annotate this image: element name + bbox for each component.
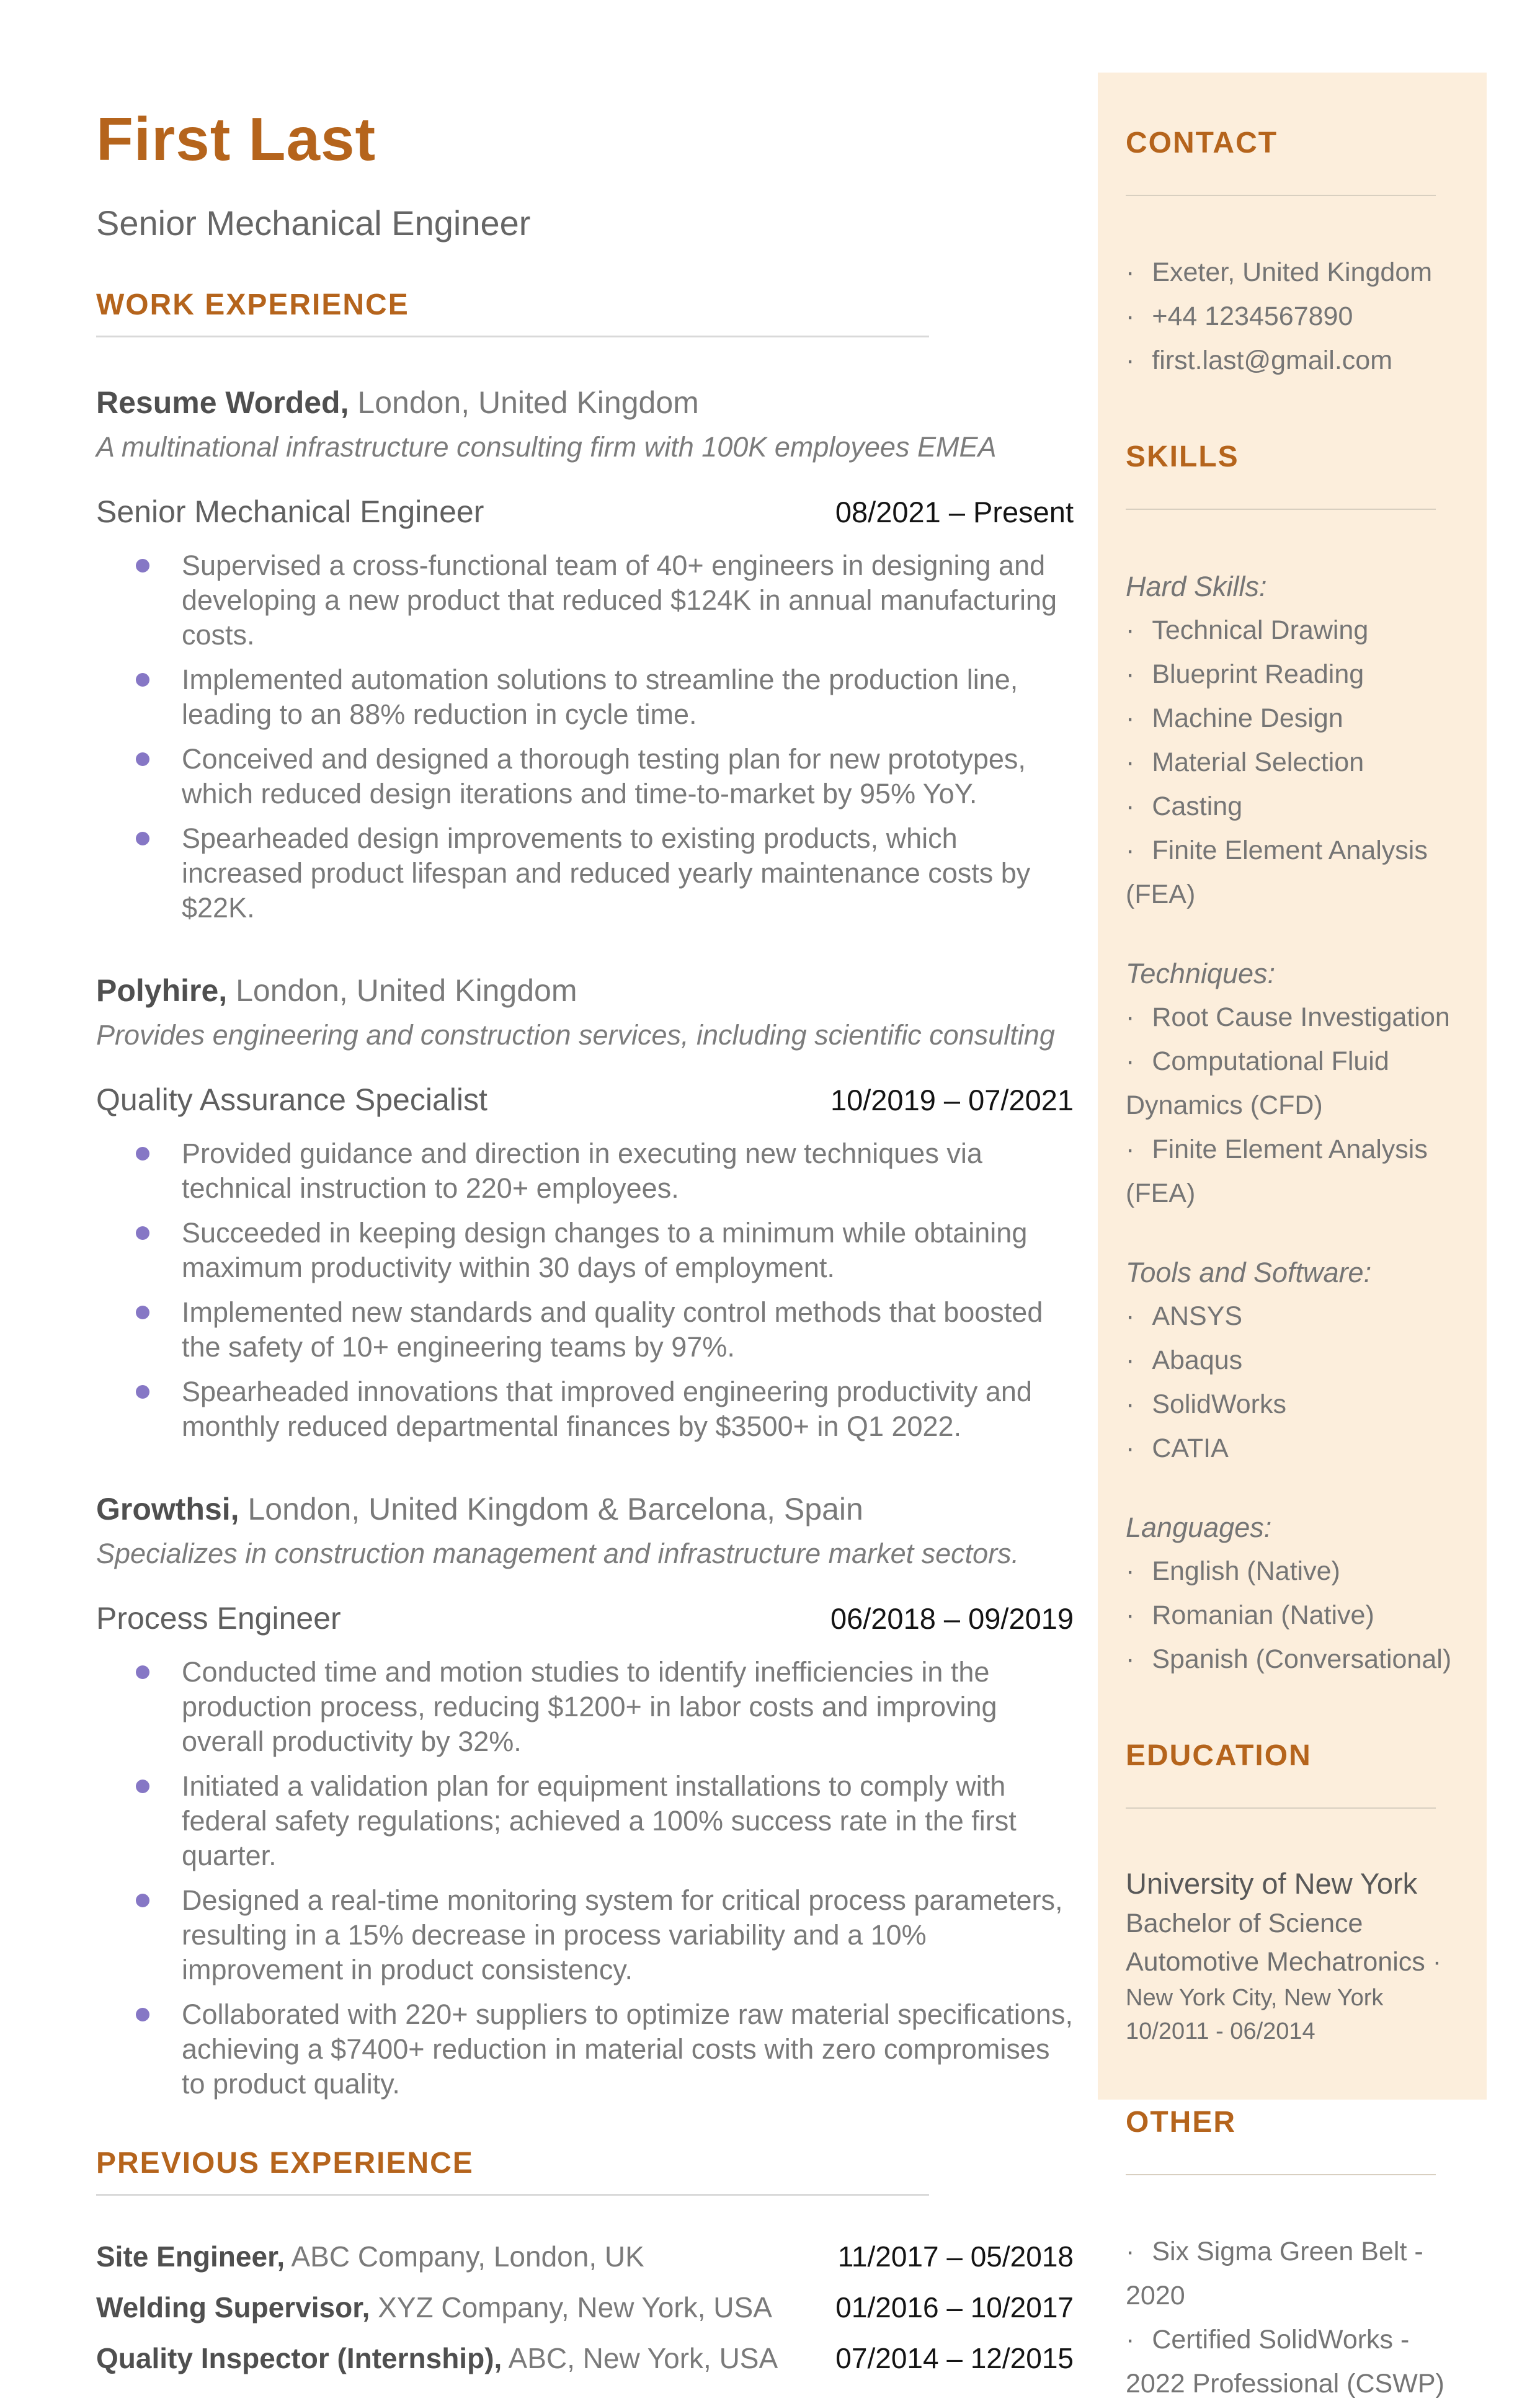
job-dates: 08/2021 – Present	[835, 495, 1074, 528]
skill-text: Finite Element Analysis (FEA)	[1126, 835, 1428, 909]
contact-text: +44 1234567890	[1152, 301, 1353, 331]
bullet-text: Conceived and designed a thorough testing plan for new prototypes, which reduced design iterations and time-to-market by 95% YoY.	[182, 742, 1026, 809]
previous-role-row	[96, 2338, 1074, 2378]
dot-icon: ·	[1126, 1134, 1135, 1164]
skill-item	[1126, 1549, 1473, 1593]
skill-text: Blueprint Reading	[1152, 659, 1364, 689]
candidate-title: Senior Mechanical Engineer	[96, 203, 531, 243]
company-description: A multinational infrastructure consulting firm with 100K employees EMEA	[96, 430, 997, 463]
bullet-text: Succeeded in keeping design changes to a minimum while obtaining maximum productivity within 30 days of employment.	[182, 1216, 1028, 1283]
education-school: University of New York	[1126, 1867, 1418, 1900]
skill-text: Machine Design	[1152, 703, 1343, 733]
contact-text: Exeter, United Kingdom	[1152, 257, 1433, 287]
bullet-dot-icon	[136, 1665, 149, 1679]
dot-icon: ·	[1126, 615, 1135, 645]
dot-icon: ·	[1126, 1600, 1135, 1630]
job-bullet-list	[96, 548, 1074, 925]
previous-role-row	[96, 2237, 1074, 2276]
skill-text: English (Native)	[1152, 1556, 1340, 1586]
job-entry	[96, 971, 1074, 1444]
contact-text: first.last@gmail.com	[1152, 345, 1393, 375]
previous-role-dates: 07/2014 – 12/2015	[835, 2341, 1074, 2374]
bullet-text: Supervised a cross-functional team of 40+ engineers in designing and developing a new product that reduced $124K in annual manufacturing costs.	[182, 549, 1057, 651]
skills-group-label: Tools and Software:	[1126, 1257, 1372, 1288]
bullet-dot-icon	[136, 673, 149, 687]
company-description: Specializes in construction management and infrastructure market sectors.	[96, 1537, 1020, 1569]
dot-icon: ·	[1126, 703, 1135, 733]
skills-divider	[1126, 509, 1436, 510]
skill-item	[1126, 1383, 1473, 1427]
bullet-text: Implemented automation solutions to streamline the production line, leading to an 88% reduction in cycle time.	[182, 663, 1018, 730]
skill-item	[1126, 785, 1473, 829]
contact-heading: CONTACT	[1126, 127, 1278, 159]
skill-item	[1126, 608, 1473, 653]
other-text: Certified SolidWorks - 2022 Professional (CSWP)	[1126, 2325, 1444, 2399]
job-dates: 06/2018 – 09/2019	[830, 1602, 1074, 1635]
education-divider	[1126, 1807, 1436, 1809]
education-entry	[1126, 1863, 1473, 2048]
job-bullet	[96, 1655, 1074, 1759]
candidate-name: First Last	[96, 105, 376, 173]
other-divider	[1126, 2174, 1436, 2175]
other-item	[1126, 2318, 1473, 2406]
skill-text: Casting	[1152, 791, 1243, 821]
skill-item	[1126, 1427, 1473, 1471]
skills-group-languages	[1126, 1505, 1473, 1682]
other-heading: OTHER	[1126, 2106, 1236, 2139]
skills-group-techniques	[1126, 951, 1473, 1216]
bullet-text: Collaborated with 220+ suppliers to optimize raw material specifications, achieving a $7400+ reduction in material costs with zero compromises to product quality.	[182, 1998, 1073, 2100]
skill-item	[1126, 1040, 1473, 1128]
job-bullet-list	[96, 1655, 1074, 2101]
previous-experience-list	[96, 2237, 1074, 2378]
dot-icon: ·	[1126, 301, 1135, 331]
job-dates: 10/2019 – 07/2021	[830, 1083, 1074, 1116]
previous-role-org: ABC Company, London, UK	[285, 2240, 644, 2273]
bullet-text: Initiated a validation plan for equipment installations to comply with federal safety regulations; achieved a 100% success rate in the first quarter.	[182, 1770, 1017, 1871]
skill-item	[1126, 829, 1473, 917]
dot-icon: ·	[1126, 835, 1135, 865]
company-name: Growthsi,	[96, 1491, 239, 1526]
skill-item	[1126, 653, 1473, 697]
education-dates: 10/2011 - 06/2014	[1126, 2018, 1315, 2044]
skills-groups	[1126, 564, 1473, 1682]
company-location: London, United Kingdom	[227, 973, 577, 1008]
job-title-row	[96, 1082, 1074, 1118]
education-degree: Bachelor of Science	[1126, 1909, 1363, 1938]
job-bullet	[96, 1295, 1074, 1365]
job-bullet	[96, 742, 1074, 811]
skill-item	[1126, 1128, 1473, 1216]
work-experience-divider	[96, 336, 929, 337]
main-column	[96, 104, 1074, 2389]
job-company-line	[96, 1490, 1074, 1528]
contact-phone	[1126, 295, 1473, 339]
dot-icon: ·	[1126, 1433, 1135, 1463]
job-title-row	[96, 494, 1074, 530]
dot-icon: ·	[1126, 1556, 1135, 1586]
previous-experience-heading: PREVIOUS EXPERIENCE	[96, 2146, 474, 2180]
bullet-text: Designed a real-time monitoring system for critical process parameters, resulting in a 15% decrease in process variability and a 10% improvement in product consistency.	[182, 1884, 1063, 1985]
bullet-dot-icon	[136, 1894, 149, 1907]
job-bullet	[96, 662, 1074, 732]
skill-text: Spanish (Conversational)	[1152, 1644, 1452, 1674]
job-bullet	[96, 821, 1074, 925]
job-bullet	[96, 1216, 1074, 1285]
skill-text: Material Selection	[1152, 747, 1364, 777]
skill-item	[1126, 1593, 1473, 1637]
bullet-dot-icon	[136, 2008, 149, 2021]
contact-email	[1126, 339, 1473, 383]
skill-text: Computational Fluid Dynamics (CFD)	[1126, 1046, 1389, 1120]
previous-role-org: XYZ Company, New York, USA	[370, 2291, 772, 2324]
job-bullet	[96, 1883, 1074, 1987]
previous-experience-divider	[96, 2194, 929, 2196]
job-entry	[96, 383, 1074, 925]
dot-icon: ·	[1126, 1046, 1135, 1076]
company-location: London, United Kingdom & Barcelona, Spain	[239, 1491, 863, 1526]
job-bullet	[96, 1769, 1074, 1873]
skills-group-label: Hard Skills:	[1126, 571, 1267, 602]
contact-divider	[1126, 195, 1436, 196]
bullet-dot-icon	[136, 1306, 149, 1319]
company-location: London, United Kingdom	[349, 385, 699, 420]
bullet-text: Spearheaded design improvements to existing products, which increased product lifespan and reduced yearly maintenance costs by $22K.	[182, 822, 1031, 924]
dot-icon: ·	[1126, 1345, 1135, 1375]
other-text: Six Sigma Green Belt - 2020	[1126, 2237, 1423, 2310]
job-title-row	[96, 1600, 1074, 1636]
dot-icon: ·	[1126, 659, 1135, 689]
bullet-text: Spearheaded innovations that improved engineering productivity and monthly reduced departmental finances by $3500+ in Q1 2022.	[182, 1375, 1032, 1442]
bullet-dot-icon	[136, 1226, 149, 1240]
previous-role-title: Welding Supervisor,	[96, 2291, 370, 2324]
bullet-dot-icon	[136, 832, 149, 845]
job-company-line	[96, 383, 1074, 422]
job-title: Quality Assurance Specialist	[96, 1082, 487, 1117]
skill-item	[1126, 697, 1473, 741]
skill-item	[1126, 1637, 1473, 1682]
dot-icon: ·	[1126, 257, 1135, 287]
job-bullet	[96, 1375, 1074, 1444]
dot-icon: ·	[1126, 2237, 1135, 2266]
job-bullet	[96, 1136, 1074, 1206]
bullet-dot-icon	[136, 1385, 149, 1399]
bullet-text: Implemented new standards and quality control methods that boosted the safety of 10+ engineering teams by 97%.	[182, 1296, 1043, 1363]
bullet-dot-icon	[136, 752, 149, 766]
job-bullet	[96, 548, 1074, 653]
dot-icon: ·	[1126, 345, 1135, 375]
company-name: Polyhire,	[96, 973, 228, 1008]
job-entry	[96, 1490, 1074, 2101]
previous-role	[96, 2288, 835, 2327]
skill-text: Technical Drawing	[1152, 615, 1369, 645]
skills-heading: SKILLS	[1126, 440, 1239, 473]
skill-text: Finite Element Analysis (FEA)	[1126, 1134, 1428, 1208]
previous-role-title: Site Engineer,	[96, 2240, 285, 2273]
previous-role	[96, 2237, 838, 2276]
previous-role-dates: 01/2016 – 10/2017	[835, 2291, 1074, 2324]
bullet-dot-icon	[136, 559, 149, 573]
job-title: Process Engineer	[96, 1600, 341, 1636]
previous-role	[96, 2338, 835, 2378]
previous-role-title: Quality Inspector (Internship),	[96, 2341, 502, 2374]
dot-icon: ·	[1126, 747, 1135, 777]
previous-role-org: ABC, New York, USA	[502, 2341, 778, 2374]
job-bullet-list	[96, 1136, 1074, 1444]
contact-list	[1126, 251, 1473, 383]
skill-item	[1126, 1294, 1473, 1339]
bullet-text: Provided guidance and direction in executing new techniques via technical instruction to 220+ employees.	[182, 1137, 982, 1204]
skill-text: Romanian (Native)	[1152, 1600, 1374, 1630]
other-item	[1126, 2230, 1473, 2318]
skill-item	[1126, 996, 1473, 1040]
skills-group-tools	[1126, 1250, 1473, 1471]
bullet-dot-icon	[136, 1780, 149, 1793]
dot-icon: ·	[1126, 791, 1135, 821]
skill-text: ANSYS	[1152, 1301, 1243, 1331]
contact-location	[1126, 251, 1473, 295]
bullet-text: Conducted time and motion studies to identify inefficiencies in the production process, reducing $1200+ in labor costs and improving overall productivity by 32%.	[182, 1655, 997, 1757]
education-heading: EDUCATION	[1126, 1739, 1312, 1772]
skills-group-label: Languages:	[1126, 1512, 1272, 1543]
other-list	[1126, 2230, 1473, 2406]
job-title: Senior Mechanical Engineer	[96, 494, 484, 529]
company-name: Resume Worded,	[96, 385, 349, 420]
company-description: Provides engineering and construction services, including scientific consulting	[96, 1018, 1055, 1051]
dot-icon: ·	[1126, 2325, 1135, 2355]
previous-role-dates: 11/2017 – 05/2018	[837, 2240, 1074, 2273]
skills-group-label: Techniques:	[1126, 958, 1276, 989]
sidebar	[1126, 73, 1473, 2406]
dot-icon: ·	[1126, 1301, 1135, 1331]
skill-text: SolidWorks	[1152, 1389, 1286, 1419]
skill-item	[1126, 741, 1473, 785]
education-location: New York City, New York	[1126, 1985, 1384, 2011]
dot-icon: ·	[1126, 1002, 1135, 1032]
skill-text: CATIA	[1152, 1433, 1229, 1463]
job-company-line	[96, 971, 1074, 1010]
job-bullet	[96, 1997, 1074, 2101]
skill-text: Root Cause Investigation	[1152, 1002, 1450, 1032]
skills-group-hard	[1126, 564, 1473, 917]
dot-icon: ·	[1126, 1389, 1135, 1419]
skill-item	[1126, 1339, 1473, 1383]
bullet-dot-icon	[136, 1147, 149, 1161]
previous-role-row	[96, 2288, 1074, 2327]
skill-text: Abaqus	[1152, 1345, 1243, 1375]
work-experience-heading: WORK EXPERIENCE	[96, 288, 409, 321]
dot-icon: ·	[1126, 1644, 1135, 1674]
education-field: Automotive Mechatronics ·	[1126, 1947, 1442, 1977]
